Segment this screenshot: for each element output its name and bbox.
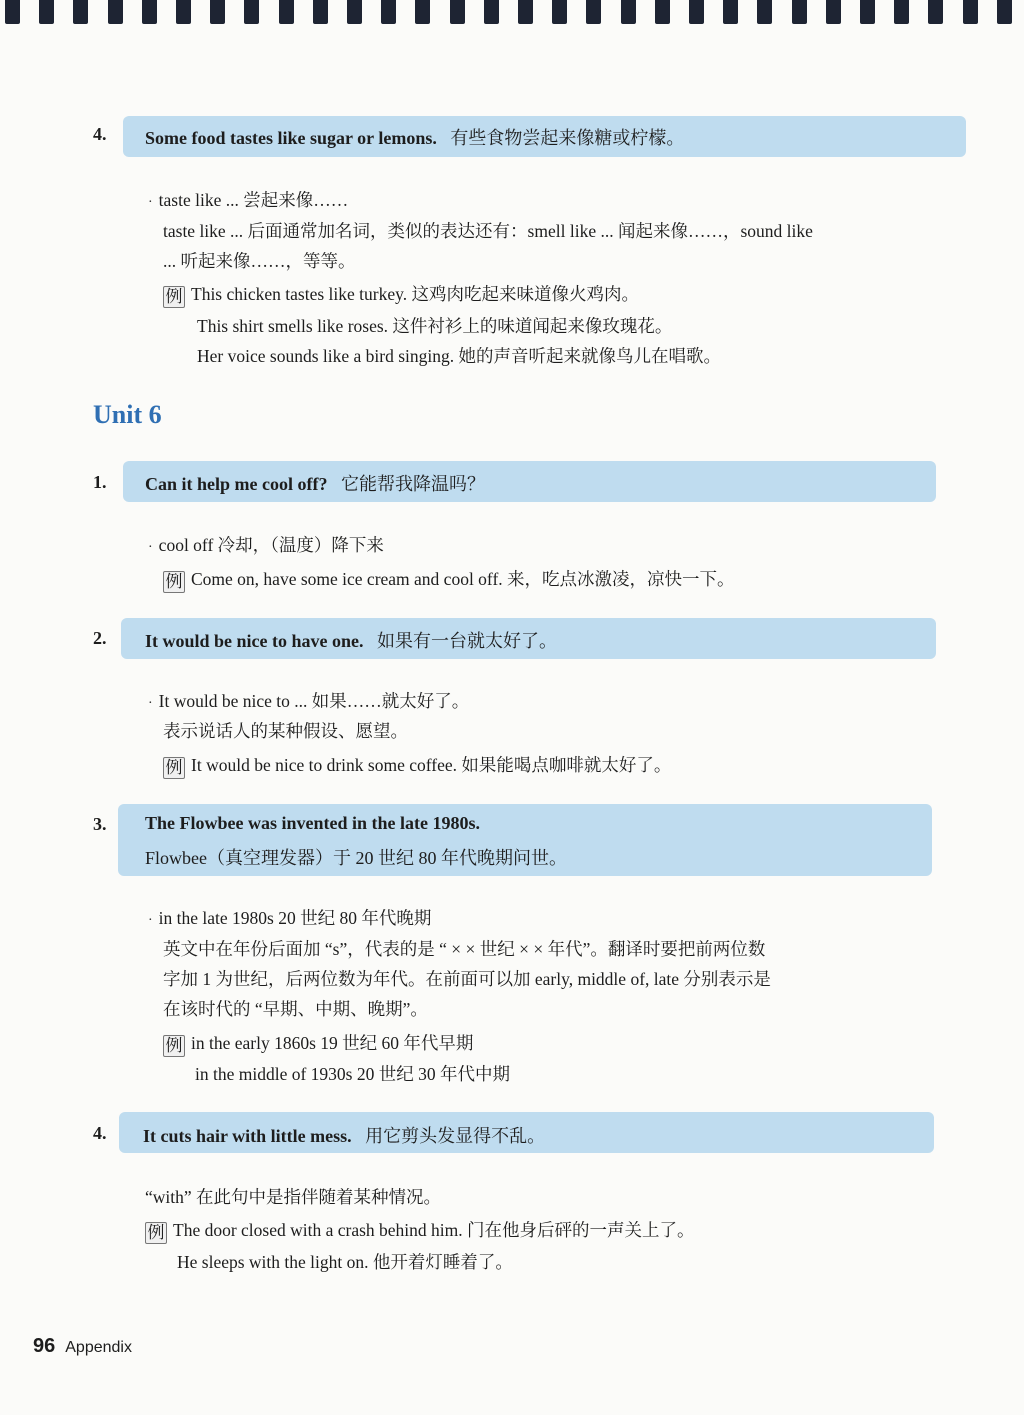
example-text: Come on, have some ice cream and cool off. 来，吃点冰激凌，凉快一下。: [191, 569, 735, 589]
sentence-en: It would be nice to have one.: [145, 631, 364, 651]
binding-hole: [279, 0, 294, 24]
item-number: 4.: [93, 1123, 107, 1143]
sentence-zh: 有些食物尝起来像糖或柠檬。: [450, 128, 685, 148]
binding-hole: [655, 0, 670, 24]
note-line: 英文中在年份后面加 “s”，代表的是 “ × × 世纪 × × 年代”。翻译时要把前两位数: [163, 939, 766, 959]
binding-hole: [244, 0, 259, 24]
binding-hole: [73, 0, 88, 24]
example-line: [163, 752, 671, 779]
sentence-zh: 用它剪头发显得不乱。: [365, 1126, 546, 1146]
example-marker: 例: [163, 286, 185, 308]
binding-hole: [518, 0, 533, 24]
note-text: taste like ... 尝起来像……: [158, 190, 349, 210]
binding-hole: [894, 0, 909, 24]
binding-hole: [39, 0, 54, 24]
sentence-en: Some food tastes like sugar or lemons.: [145, 128, 437, 148]
example-text: It would be nice to drink some coffee. 如果能喝点咖啡就太好了。: [191, 755, 672, 775]
note-line: 表示说话人的某种假设、愿望。: [163, 721, 408, 741]
example-text: The door closed with a crash behind him. 门在他身后砰的一声关上了。: [173, 1220, 695, 1240]
example-line: This shirt smells like roses. 这件衬衫上的味道闻起来像玫瑰花。: [197, 316, 673, 336]
note-line: ... 听起来像……，等等。: [163, 251, 356, 271]
key-sentence: [145, 470, 485, 496]
binding-hole: [108, 0, 123, 24]
note-line: “with” 在此句中是指伴随着某种情况。: [145, 1187, 442, 1207]
sentence-zh: 它能帮我降温吗？: [340, 474, 485, 494]
example-marker: 例: [163, 757, 185, 779]
binding-hole: [860, 0, 875, 24]
binding-hole: [689, 0, 704, 24]
binding-hole: [723, 0, 738, 24]
binding-hole: [415, 0, 430, 24]
example-line: Her voice sounds like a bird singing. 她的声音听起来就像鸟儿在唱歌。: [197, 346, 721, 366]
key-sentence: [145, 124, 684, 150]
item-number: 4.: [93, 124, 107, 144]
item-number: 2.: [93, 628, 107, 648]
sentence-en: Can it help me cool off?: [145, 474, 328, 494]
unit-title: Unit 6: [93, 400, 162, 429]
note-line: 在该时代的 “早期、中期、晚期”。: [163, 999, 428, 1019]
example-marker: 例: [163, 571, 185, 593]
note-line: · in the late 1980s 20 世纪 80 年代晚期: [148, 908, 432, 928]
example-line: He sleeps with the light on. 他开着灯睡着了。: [177, 1252, 513, 1272]
example-marker: 例: [145, 1222, 167, 1244]
item-number: 1.: [93, 472, 107, 492]
note-line: taste like ... 后面通常加名词，类似的表达还有：smell like ... 闻起来像……，sound like: [163, 221, 813, 241]
binding-hole: [963, 0, 978, 24]
binding-hole: [757, 0, 772, 24]
binding-hole: [586, 0, 601, 24]
binding-hole: [928, 0, 943, 24]
binding-hole: [313, 0, 328, 24]
example-marker: 例: [163, 1035, 185, 1057]
binding-hole: [792, 0, 807, 24]
sentence-zh: 如果有一台就太好了。: [377, 631, 558, 651]
example-text: in the early 1860s 19 世纪 60 年代早期: [191, 1033, 474, 1053]
section-label: Appendix: [65, 1339, 132, 1356]
binding-hole: [826, 0, 841, 24]
note-line: · taste like ... 尝起来像……: [148, 190, 349, 210]
sentence-zh: Flowbee（真空理发器）于 20 世纪 80 年代晚期问世。: [145, 848, 567, 868]
example-line: [163, 281, 639, 308]
item-number: 3.: [93, 814, 107, 834]
example-line: [163, 1030, 473, 1057]
note-text: in the late 1980s 20 世纪 80 年代晚期: [158, 908, 432, 928]
note-text: cool off 冷却，（温度）降下来: [158, 535, 384, 555]
sentence-en: It cuts hair with little mess.: [143, 1126, 352, 1146]
sentence-en-text: The Flowbee was invented in the late 1980s.: [145, 813, 480, 833]
note-line: 字加 1 为世纪，后两位数为年代。在前面可以加 early, middle of, late 分别表示是: [163, 969, 771, 989]
binding-hole: [142, 0, 157, 24]
note-text: It would be nice to ... 如果……就太好了。: [158, 691, 470, 711]
binding-hole: [997, 0, 1012, 24]
binding-hole: [381, 0, 396, 24]
binding-hole: [347, 0, 362, 24]
key-sentence: [143, 1122, 545, 1148]
example-line: [145, 1217, 695, 1244]
page-number: 96: [33, 1335, 56, 1357]
note-line: · It would be nice to ... 如果……就太好了。: [148, 691, 470, 711]
page-footer: [33, 1335, 132, 1358]
example-line: [163, 566, 735, 593]
binding-hole: [450, 0, 465, 24]
key-sentence: [145, 627, 557, 653]
binding-hole: [5, 0, 20, 24]
binding-hole: [210, 0, 225, 24]
binding-hole: [552, 0, 567, 24]
binding-hole: [621, 0, 636, 24]
binding-hole: [176, 0, 191, 24]
sentence-en: [145, 813, 480, 834]
spiral-binding: [0, 0, 1024, 26]
example-line: in the middle of 1930s 20 世纪 30 年代中期: [195, 1064, 510, 1084]
note-line: · cool off 冷却，（温度）降下来: [148, 535, 384, 555]
binding-hole: [484, 0, 499, 24]
example-text: This chicken tastes like turkey. 这鸡肉吃起来味道像火鸡肉。: [191, 284, 639, 304]
